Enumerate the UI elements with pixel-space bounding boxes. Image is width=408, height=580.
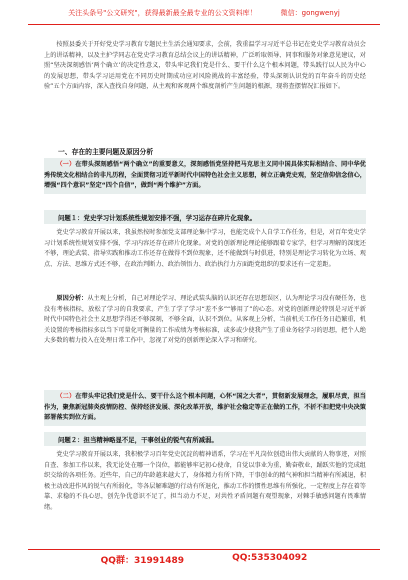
reason-1-label: 原因分析： bbox=[56, 295, 88, 302]
issue-1-text: 问题１：党史学习计划系统性规划安排不强，学习运存在碎片化现象。 bbox=[58, 213, 257, 222]
issue-2-bar bbox=[44, 432, 366, 446]
paragraph-2: 党史学习教育开展以来，我虽然按时参加党支部理论集中学习，也能完成个人自学工作任务，但是，对百年党史学习计划系统性规划安排不强，学习内容还存在碎片化现象。对党的创新理论理论能够跟着专家学，但学习理解的深度还不够，理论武装、指导实践和推动工作还存在做得不到位现象，还不能做到与时俱进，特别是理论学习转化为立场、观点、方法、思维方式还不够，在政治判断力、政治领悟力、政治执行力方面距党组织的要求还有一定差距。 bbox=[44, 229, 366, 268]
footer-qq-group: QQ群：31991489 bbox=[100, 556, 185, 566]
issue-1-bar bbox=[44, 210, 366, 224]
reason-1-paragraph bbox=[44, 294, 366, 347]
point-2-text: 在带头牢记我们党是什么、要干什么这个根本问题，心怀“国之大者”，贯彻新发展理念，履职尽责，担当作为，聚焦新冠肺炎疫情防控、保持经济发展、深化改革开放，维护社会稳定等正在做的工作，不折不扣把党中央决策部署落实到位方面。 bbox=[44, 393, 366, 422]
point-1-text: 在带头深刻感悟“两个确立”的重要意义，深刻感悟党坚持把马克思主义同中国具体实际相结合、同中华优秀传统文化相结合的非凡历程，全面贯彻习近平新时代中国特色社会主义思想，树立正确党史观，坚定信仰信念信心，增强“四个意识”坚定“四个自信”，做到“两个维护”方面。 bbox=[44, 161, 366, 190]
paragraph-3: 党史学习教育开展以来，我积极学习百年党史沉淀的精神谱系，学习在平凡岗位创造出伟大贡献的人物事迹，对照自查、参加工作以来，我无论处在哪一个岗位，都能够牢记初心使命，自觉以事业为重，勤奋敬业，踊跃实他的完成组织交给的各项任务。近些年，自己的年龄越来越大了，身体精力有所下降，干事创业的精气神和担当精神有所减退，积极主动改进作风的锐气有所弱化，等各层解难题的行动有所退化，推动工作的惯性思维有所强化，一定程度上存在着等靠、求稳的不良心思，创先争优意识不足了，担当动力不足，对共性矛盾问题有观望现象，对棘手敏感问题有畏难情绪。 bbox=[44, 451, 366, 511]
point-1-highlight bbox=[44, 158, 366, 194]
header-divider bbox=[28, 24, 380, 25]
header-promo-text: 关注头条号"公文研究"，获得最新最全最专业的公文资料库！ bbox=[68, 9, 257, 17]
intro-paragraph: 按照县委关于开好党史学习教育专题民主生活会通知要求，会前，我重温学习习近平总书记在党史学习教育动员会上的讲话精神，以及主护学同志在党史学习教育总结会议上的讲话精神，广泛听取领导、同事和服务对象意见建议，对照“坚决深刻感悟‘两个确立’的决定性意义，带头牢记我们党是什么、要干什么这个根本问题，带头践行以人民为中心的发展思想，带头学习运用党在不同历史时期成功应对风险挑战的丰富经验，带头深刻认识党的百年奋斗的历史经验”五个方面内容，深入查找自身问题，从主观和客观两个维度剖析产生问题的根源，现将查摆情况汇报如下。 bbox=[44, 41, 366, 91]
footer bbox=[0, 553, 408, 566]
point-2-highlight bbox=[44, 390, 366, 426]
point-2-number: （二） bbox=[56, 393, 76, 400]
header-wechat-text: 微信：gongwenyj bbox=[280, 9, 340, 17]
footer-divider bbox=[28, 549, 380, 550]
header-banner bbox=[0, 2, 408, 24]
footer-qq-number: QQ:535304092 bbox=[232, 553, 308, 563]
issue-2-text: 问题２：担当精神略显不足，干事创业的锐气有所减弱。 bbox=[58, 435, 218, 444]
point-1-number: （一） bbox=[56, 161, 76, 168]
reason-1-text: 从主观上分析，自己对理论学习、理论武装头脑的认识还存在思想误区，认为理论学习没有硬任务，也没有考核指标，放松了学习的自我要求，产生了学了学习“差不多”“够用了”的心态。对党的创新理论特别是习近平新时代中国特色社会主义思想学得还不够深刻，不够全面，认识不到位。从客观上分析，当前机关工作任务日趋繁重，机关设置的考核指标多以当下可量化可衡量的工作成绩为考核标准，或多或少使我产生了重业务轻学习的思想，把个人绝大多数的精力投入在处理日常工作中，忽视了对党的创新理论深入学习和研究。 bbox=[44, 295, 367, 345]
section-heading-1: 一、存在的主要问题及原因分析 bbox=[58, 148, 154, 156]
